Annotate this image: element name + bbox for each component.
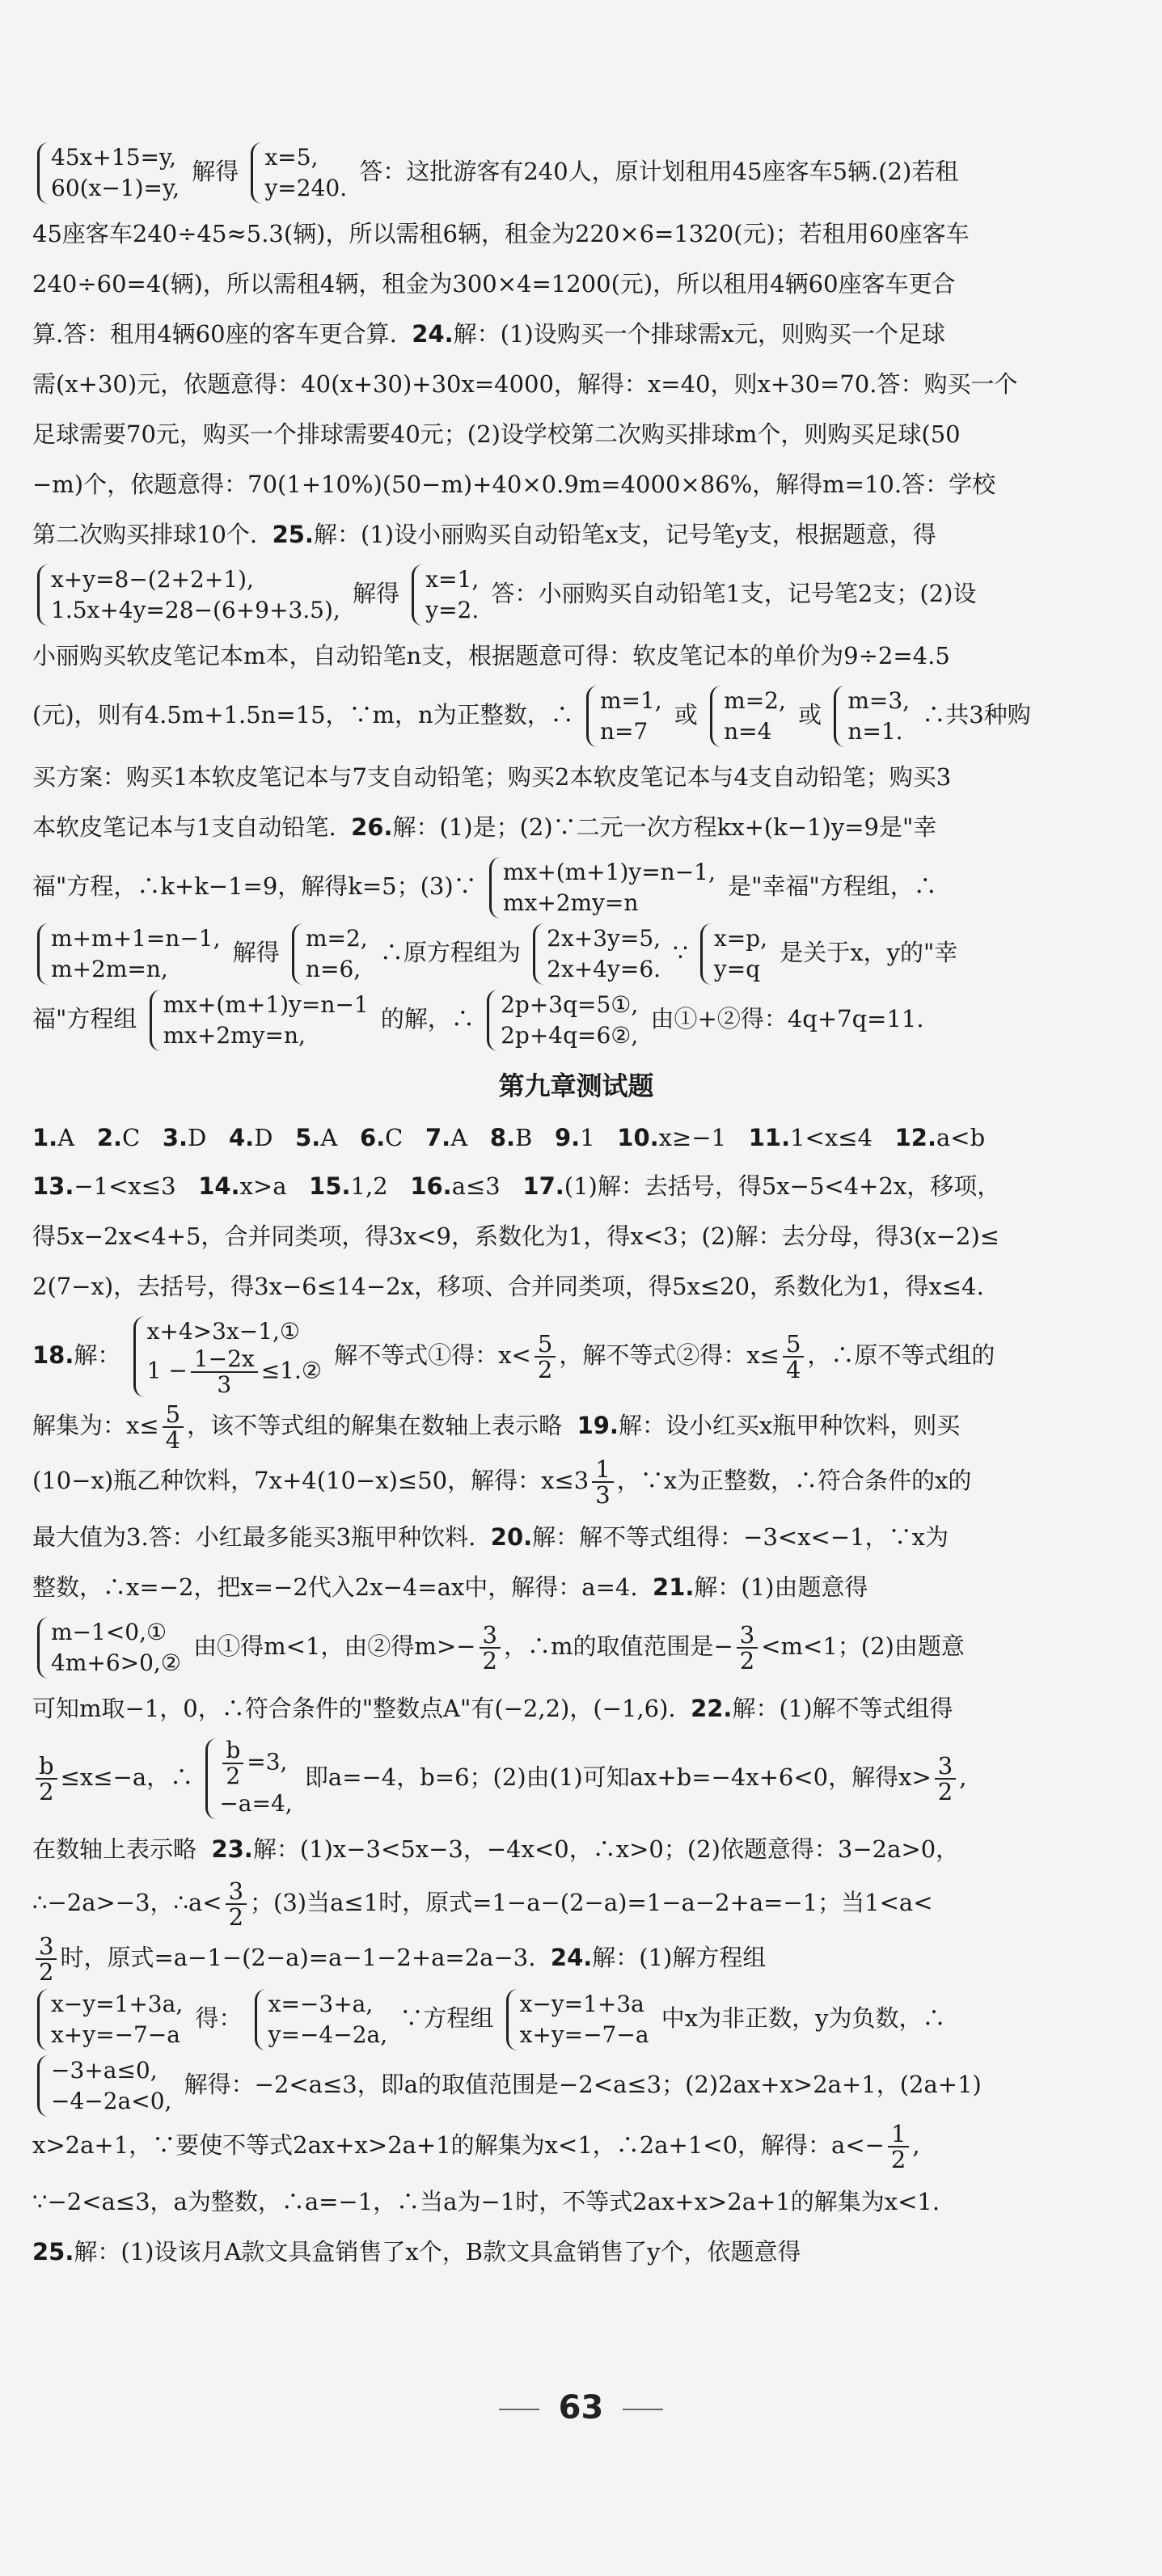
paragraph: 福"方程，∴k+k−1=9，解得k=5；(3)∵ mx+(m+1)y=n−1, mx+2my=n 是"幸福"方程组，∴ bbox=[32, 857, 1120, 918]
answer-value: A bbox=[450, 1124, 468, 1151]
fraction: $\frac{3}{2}$ bbox=[480, 1623, 501, 1673]
paragraph: m+m+1=n−1, m+2m=n, 解得 m=2, n=6, ∴原方程组为 2x+3y=5, 2x+4y=6. ∵ x=p, y=q 是关于x，y的"幸 bbox=[32, 923, 1120, 985]
text-line: 需(x+30)元，依题意得：40(x+30)+30x=4000，解得：x=40，则x+30=70.答：购买一个 bbox=[32, 370, 1018, 398]
text-line: 在数轴上表示略 23.解：(1)x−3<5x−3，−4x<0，∴x>0；(2)依题意得：3−2a>0， bbox=[32, 1835, 960, 1863]
answer-number: 13. bbox=[32, 1172, 74, 1200]
paragraph: (10−x)瓶乙种饮料，7x+4(10−x)≤50，解得：x≤3 $\frac{1}{3}$ ，∵x为正整数，∴符合条件的x的 bbox=[32, 1455, 972, 1509]
question-number: 23. bbox=[211, 1835, 253, 1863]
fraction: $\frac{1}{3}$ bbox=[592, 1457, 613, 1507]
equation-system: m=3, n=1. bbox=[834, 686, 910, 747]
answer-value: 1 bbox=[580, 1124, 595, 1151]
answer-row bbox=[32, 1114, 1120, 1161]
answer-value: a≤3 bbox=[451, 1172, 501, 1200]
equation-system: m=2, n=6, bbox=[292, 923, 368, 985]
paragraph: ∴−2a>−3，∴a< $\frac{3}{2}$ ；(3)当a≤1时，原式=1−a−(2−a)=1−a−2+a=−1；当1<a< bbox=[32, 1877, 933, 1931]
fraction: $\frac{3}{2}$ bbox=[36, 1934, 57, 1984]
fraction: $\frac{1}{2}$ bbox=[888, 2122, 909, 2172]
paragraph: m−1<0,① 4m+6>0,② 由①得m<1，由②得m>− $\frac{3}{2}$ ，∴m的取值范围是− $\frac{3}{2}$ <m<1；(2)由题意 bbox=[32, 1617, 1120, 1679]
equation-system: x=p, y=q bbox=[700, 923, 767, 985]
answer-value: D bbox=[188, 1124, 207, 1151]
text-line: ∵−2<a≤3，a为整数，∴a=−1，∴当a为−1时，不等式2ax+x>2a+1的解集为x<1. bbox=[32, 2188, 940, 2215]
question-number: 19. bbox=[577, 1412, 619, 1439]
section-heading: 第九章测试题 bbox=[498, 1071, 654, 1101]
question-number: 26. bbox=[351, 813, 393, 841]
text-line: −m)个，依题意得：70(1+10%)(50−m)+40×0.9m=4000×86%，解得m=10.答：学校 bbox=[32, 471, 996, 498]
text-line: 13.−1<x≤3 14.x>a 15.1,2 16.a≤3 17.(1)解：去括号，得5x−5<4+2x，移项， bbox=[32, 1172, 1001, 1200]
equation-system: x=5, y=240. bbox=[251, 142, 347, 204]
fraction: $\frac{5}{2}$ bbox=[535, 1332, 556, 1382]
answer-value: x≥−1 bbox=[658, 1124, 727, 1151]
answer-value: 1<x≤4 bbox=[790, 1124, 873, 1151]
answer-number: 14. bbox=[198, 1172, 240, 1200]
equation-system: mx+(m+1)y=n−1 mx+2my=n, bbox=[150, 990, 369, 1051]
text-line: 得5x−2x<4+5，合并同类项，得3x<9，系数化为1，得x<3；(2)解：去分母，得3(x−2)≤ bbox=[32, 1223, 1000, 1250]
answer-number: 7. bbox=[425, 1124, 451, 1151]
answer-value: B bbox=[515, 1124, 533, 1151]
question-number: 25. bbox=[272, 521, 314, 548]
answer-number: 5. bbox=[295, 1124, 321, 1151]
paragraph: (元)，则有4.5m+1.5n=15，∵m，n为正整数，∴ m=1, n=7 或 m=2, n=4 或 m=3, n=1. ∴共3种购 bbox=[32, 686, 1120, 747]
text-line: 足球需要70元，购买一个排球需要40元；(2)设学校第二次购买排球m个，则购买足球(50 bbox=[32, 420, 961, 448]
inequality-system: m−1<0,① 4m+6>0,② bbox=[37, 1617, 181, 1679]
fraction: $\frac{b}{2}$ bbox=[36, 1754, 57, 1804]
answer-number: 12. bbox=[894, 1124, 936, 1151]
fraction: $\frac{3}{2}$ bbox=[226, 1879, 247, 1929]
equation-system: mx+(m+1)y=n−1, mx+2my=n bbox=[489, 857, 716, 918]
equation-system: 2p+3q=5①, 2p+4q=6②, bbox=[487, 990, 638, 1051]
inequality-system: −3+a≤0, −4−2a<0, bbox=[37, 2055, 171, 2117]
question-number: 17. bbox=[522, 1172, 564, 1200]
answer-value: C bbox=[122, 1124, 141, 1151]
question-number: 24. bbox=[412, 320, 454, 348]
fraction: $\frac{5}{4}$ bbox=[783, 1332, 804, 1382]
answer-value: C bbox=[385, 1124, 404, 1151]
equation-system: x−y=1+3a x+y=−7−a bbox=[506, 1989, 649, 2050]
paragraph: 18.解： x+4>3x−1,① 1 − $\frac{1-2x}{3}$ ≤1.② 解不等式①得：x< $\frac{5}{2}$ ，解不等式②得：x≤ $\frac{5}{4}$ ，∴原不等式组的 bbox=[32, 1318, 995, 1398]
text-line: 整数，∴x=−2，把x=−2代入2x−4=ax中，解得：a=4. 21.解：(1)由题意得 bbox=[32, 1573, 868, 1601]
question-number: 24. bbox=[550, 1944, 593, 1971]
inequality-system: x+4>3x−1,① 1 − $\frac{1-2x}{3}$ ≤1.② bbox=[133, 1316, 322, 1397]
paragraph: x>2a+1，∵要使不等式2ax+x>2a+1的解集为x<1，∴2a+1<0，解得：a<− $\frac{1}{2}$ , bbox=[32, 2120, 920, 2173]
answer-value: a<b bbox=[936, 1124, 986, 1151]
answer-number: 2. bbox=[96, 1124, 123, 1151]
fraction: $\frac{b}{2}$ bbox=[222, 1738, 243, 1788]
text-line: 可知m取−1，0，∴符合条件的"整数点A"有(−2,2)，(−1,6). 22.解：(1)解不等式组得 bbox=[32, 1695, 953, 1722]
answer-number: 1. bbox=[32, 1124, 58, 1151]
paragraph: x+y=8−(2+2+1), 1.5x+4y=28−(6+9+3.5), 解得 x=1, y=2. 答：小丽购买自动铅笔1支，记号笔2支；(2)设 bbox=[32, 564, 1120, 626]
answer-value: A bbox=[57, 1124, 75, 1151]
text-line: 第二次购买排球10个. 25.解：(1)设小丽购买自动铅笔x支，记号笔y支，根据题意，得 bbox=[32, 521, 936, 548]
answer-text bbox=[32, 142, 1120, 2277]
equation-system: x=1, y=2. bbox=[412, 564, 479, 626]
equation-system: m=2, n=4 bbox=[710, 686, 786, 747]
text-line: 买方案：购买1本软皮笔记本与7支自动铅笔；购买2本软皮笔记本与4支自动铅笔；购买3 bbox=[32, 763, 952, 791]
page-number: 63 bbox=[0, 2389, 1162, 2426]
answer-value: D bbox=[254, 1124, 273, 1151]
question-number: 25. bbox=[32, 2238, 74, 2266]
paragraph: $\frac{3}{2}$ 时，原式=a−1−(2−a)=a−1−2+a=2a−3. 24.解：(1)解方程组 bbox=[32, 1934, 1120, 1984]
text-line: 算.答：租用4辆60座的客车更合算. 24.解：(1)设购买一个排球需x元，则购买一个足球 bbox=[32, 320, 946, 348]
equation-system: x+y=8−(2+2+1), 1.5x+4y=28−(6+9+3.5), bbox=[37, 564, 340, 626]
answer-number: 3. bbox=[162, 1124, 188, 1151]
answer-number: 11. bbox=[748, 1124, 791, 1151]
text-line: 25.解：(1)设该月A款文具盒销售了x个，B款文具盒销售了y个，依题意得 bbox=[32, 2238, 801, 2266]
answer-number: 4. bbox=[229, 1124, 255, 1151]
paragraph: x−y=1+3a, x+y=−7−a 得： x=−3+a, y=−4−2a, ∵方程组 x−y=1+3a x+y=−7−a 中x为非正数，y为负数，∴ bbox=[32, 1989, 1120, 2050]
text-line: 45座客车240÷45≈5.3(辆)，所以需租6辆，租金为220×6=1320(元)；若租用60座客车 bbox=[32, 220, 970, 247]
answer-number: 15. bbox=[309, 1172, 351, 1200]
text-line: 小丽购买软皮笔记本m本，自动铅笔n支，根据题意可得：软皮笔记本的单价为9÷2=4.5 bbox=[32, 642, 950, 669]
equation-system: 45x+15=y, 60(x−1)=y, bbox=[37, 142, 180, 204]
answer-value: x>a bbox=[239, 1172, 287, 1200]
question-number: 21. bbox=[653, 1573, 695, 1601]
paragraph: 福"方程组 mx+(m+1)y=n−1 mx+2my=n, 的解，∴ 2p+3q=5①, 2p+4q=6②, 由①+②得：4q+7q=11. bbox=[32, 990, 1120, 1051]
text-line: 本软皮笔记本与1支自动铅笔. 26.解：(1)是；(2)∵二元一次方程kx+(k−1)y=9是"幸 bbox=[32, 813, 937, 841]
paragraph: $\frac{b}{2}$ ≤x≤−a，∴ $\frac{b}{2}$ =3, −a=4, 即a=−4，b=6；(2)由(1)可知ax+b=−4x+6<0，解得x> $\frac{3}{2}$ , bbox=[32, 1738, 1120, 1819]
paragraph: 45x+15=y, 60(x−1)=y, 解得 x=5, y=240. 答：这批游客有240人，原计划租用45座客车5辆.(2)若租 bbox=[32, 142, 1120, 204]
text-line: 最大值为3.答：小红最多能买3瓶甲种饮料. 20.解：解不等式组得：−3<x<−1，∵x为 bbox=[32, 1523, 949, 1551]
answer-number: 6. bbox=[359, 1124, 386, 1151]
answer-number: 16. bbox=[410, 1172, 452, 1200]
answer-value: 1,2 bbox=[350, 1172, 388, 1200]
paragraph: 解集为：x≤ $\frac{5}{4}$ ，该不等式组的解集在数轴上表示略 19.解：设小红买x瓶甲种饮料，则买 bbox=[32, 1400, 961, 1454]
answer-value: −1<x≤3 bbox=[74, 1172, 176, 1200]
question-number: 20. bbox=[490, 1523, 533, 1551]
answer-number: 9. bbox=[554, 1124, 581, 1151]
equation-system: x−y=1+3a, x+y=−7−a bbox=[37, 1989, 183, 2050]
equation-system: m+m+1=n−1, m+2m=n, bbox=[37, 923, 221, 985]
question-number: 22. bbox=[691, 1695, 733, 1722]
text-line: 240÷60=4(辆)，所以需租4辆，租金为300×4=1200(元)，所以租用4辆60座客车更合 bbox=[32, 270, 956, 298]
question-number: 18. bbox=[32, 1341, 74, 1369]
answer-value: A bbox=[320, 1124, 338, 1151]
fraction: $\frac{1-2x}{3}$ bbox=[191, 1347, 258, 1397]
answer-number: 10. bbox=[617, 1124, 659, 1151]
equation-system: 2x+3y=5, 2x+4y=6. bbox=[533, 923, 661, 985]
equation-system: $\frac{b}{2}$ =3, −a=4, bbox=[205, 1738, 292, 1819]
equation-system: m=1, n=7 bbox=[586, 686, 662, 747]
paragraph: −3+a≤0, −4−2a<0, 解得：−2<a≤3，即a的取值范围是−2<a≤3；(2)2ax+x>2a+1，(2a+1) bbox=[32, 2055, 1120, 2117]
text-line: 2(7−x)，去括号，得3x−6≤14−2x，移项、合并同类项，得5x≤20，系数化为1，得x≤4. bbox=[32, 1273, 984, 1300]
equation-system: x=−3+a, y=−4−2a, bbox=[255, 1989, 387, 2050]
fraction: $\frac{5}{4}$ bbox=[163, 1402, 184, 1452]
fraction: $\frac{3}{2}$ bbox=[935, 1754, 956, 1804]
answer-number: 8. bbox=[489, 1124, 516, 1151]
fraction: $\frac{3}{2}$ bbox=[737, 1623, 758, 1673]
